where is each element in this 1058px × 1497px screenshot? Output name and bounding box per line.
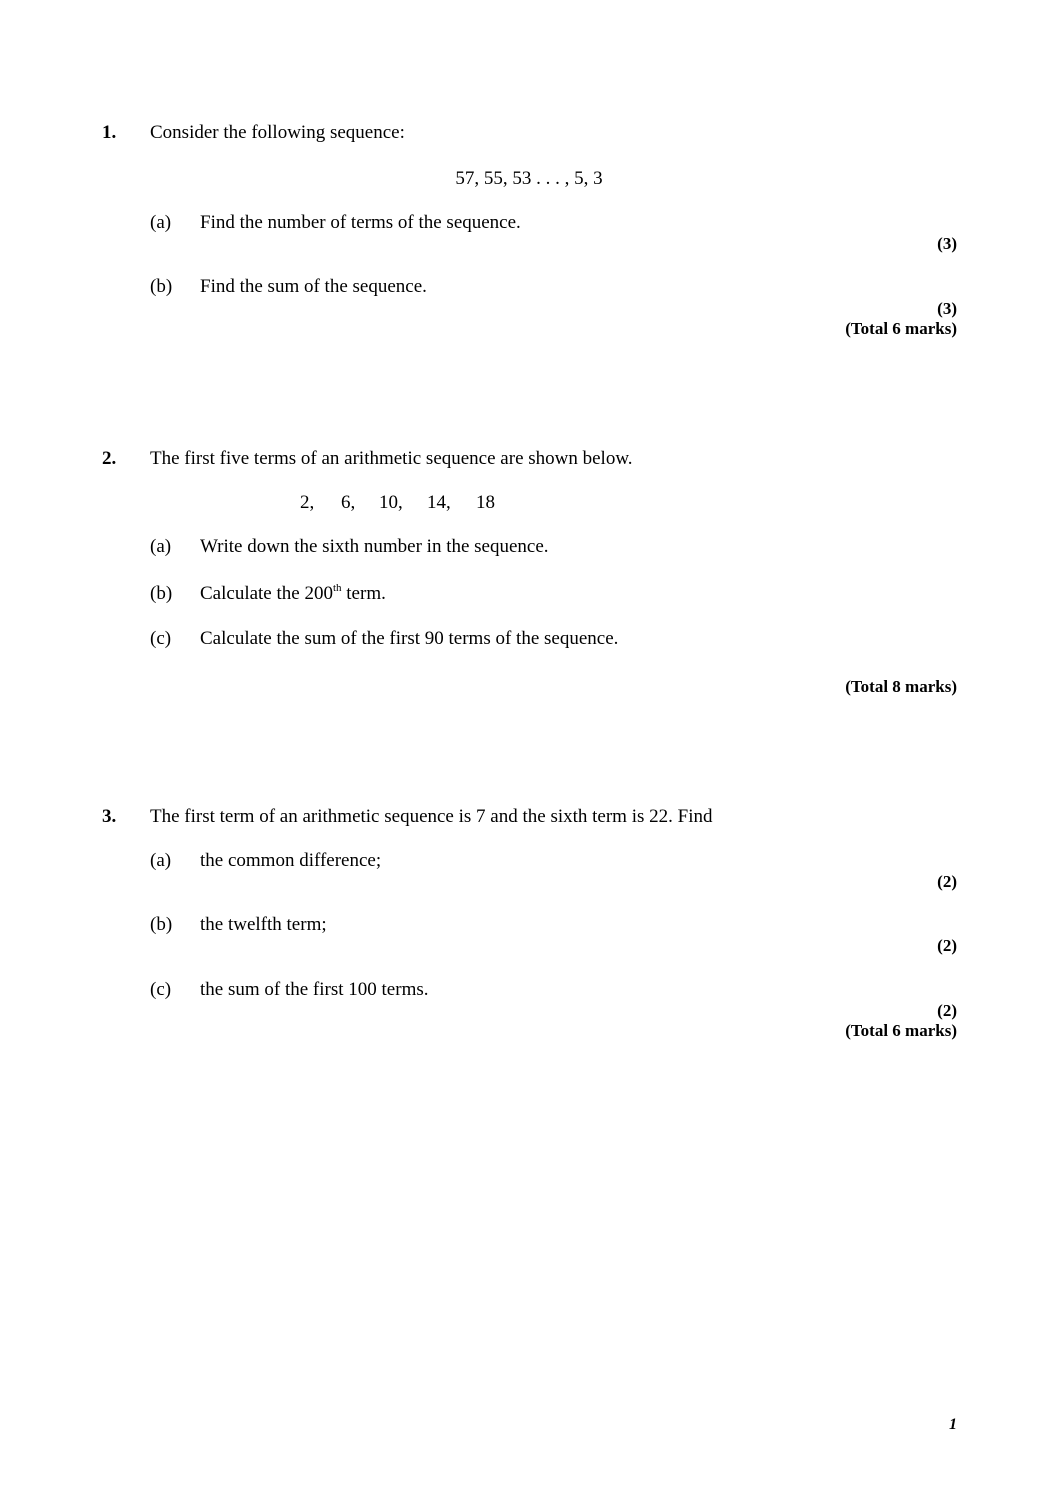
- part-marks: (2): [937, 1001, 957, 1020]
- sequence-term: 14,: [427, 492, 451, 513]
- question-stem: Consider the following sequence:: [150, 122, 405, 143]
- total-marks: (Total 6 marks): [845, 319, 957, 338]
- part-label: (a): [150, 850, 172, 871]
- part-text: the twelfth term;: [200, 914, 327, 935]
- part-text: Find the number of terms of the sequence.: [200, 212, 521, 233]
- part-label: (b): [150, 276, 173, 297]
- part-label: (a): [150, 536, 172, 557]
- superscript: th: [332, 582, 342, 594]
- part-text: the sum of the first 100 terms.: [200, 979, 429, 1000]
- part-marks: (2): [937, 936, 957, 955]
- question-number: 3.: [102, 806, 117, 827]
- part-marks: (3): [937, 234, 957, 253]
- part-text: Write down the sixth number in the sequence.: [200, 536, 549, 557]
- part-label: (b): [150, 583, 173, 604]
- part-label: (a): [150, 212, 172, 233]
- sequence-term: 2,: [300, 492, 315, 513]
- question-number: 2.: [102, 448, 117, 469]
- part-label: (b): [150, 914, 173, 935]
- sequence-term: 10,: [379, 492, 403, 513]
- part-marks: (2): [937, 872, 957, 891]
- sequence-term: 18: [476, 492, 495, 513]
- question-stem: The first term of an arithmetic sequence is 7 and the sixth term is 22. Find: [150, 806, 713, 827]
- sequence: 57, 55, 53 . . . , 5, 3: [455, 168, 603, 189]
- part-text: the common difference;: [200, 850, 382, 871]
- sequence-term: 6,: [341, 492, 356, 513]
- part-marks: (3): [937, 299, 957, 318]
- page-number: 1: [949, 1416, 957, 1433]
- part-text: Find the sum of the sequence.: [200, 276, 427, 297]
- part-label: (c): [150, 979, 172, 1000]
- part-label: (c): [150, 628, 172, 649]
- part-text: Calculate the sum of the first 90 terms of the sequence.: [200, 628, 619, 649]
- total-marks: (Total 6 marks): [845, 1021, 957, 1040]
- question-stem: The first five terms of an arithmetic sequence are shown below.: [150, 448, 633, 469]
- question-number: 1.: [102, 122, 117, 143]
- part-text: Calculate the 200th term.: [200, 582, 386, 604]
- total-marks: (Total 8 marks): [845, 677, 957, 696]
